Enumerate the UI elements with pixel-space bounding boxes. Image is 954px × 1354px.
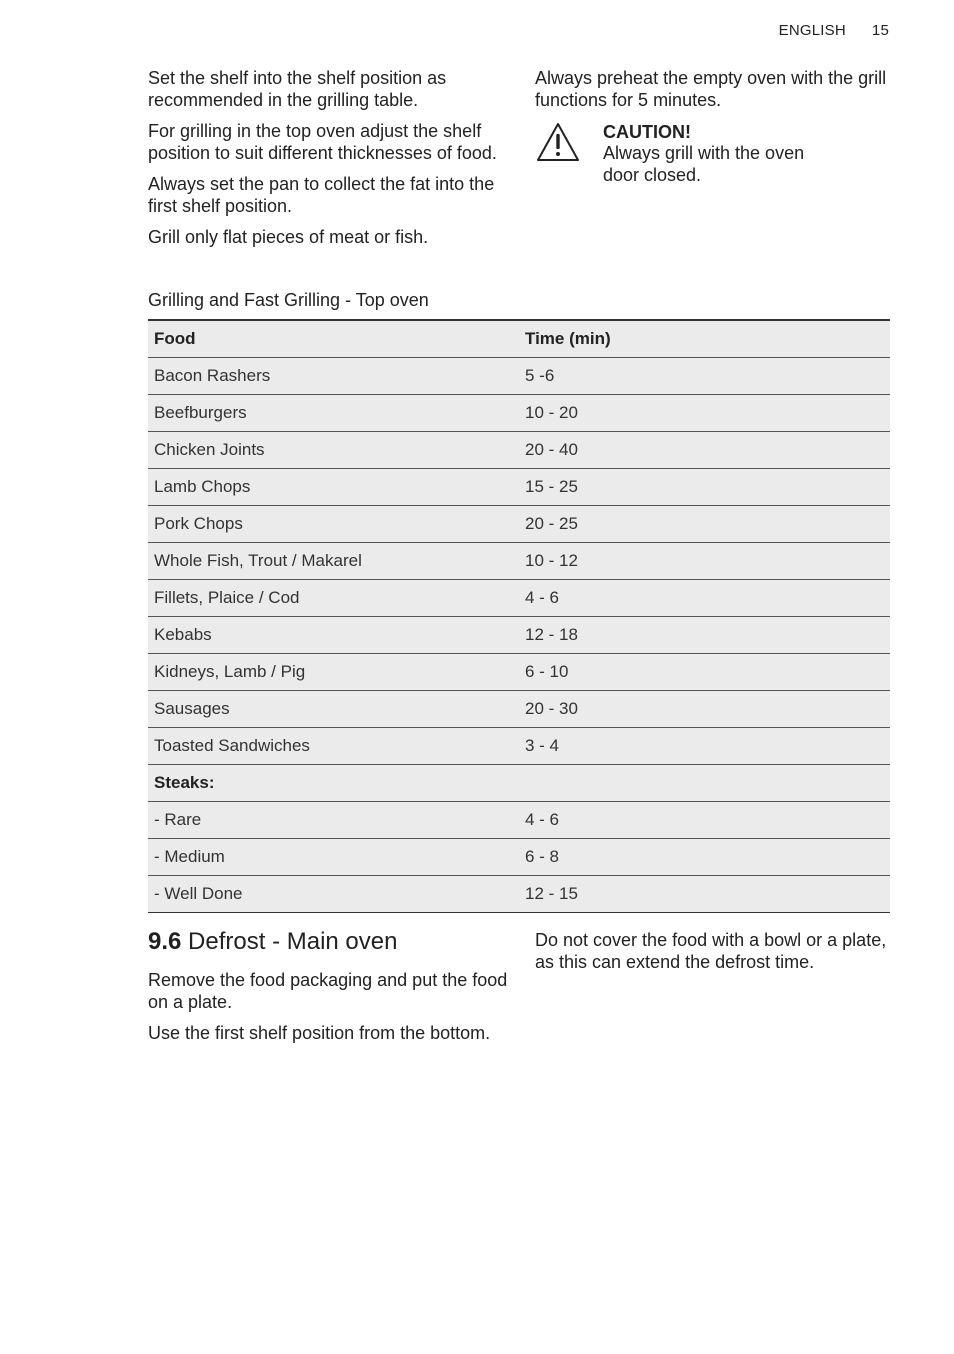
section-title-text: Defrost - Main oven	[188, 928, 398, 955]
section-number: 9.6	[148, 928, 182, 955]
time-cell: 20 - 40	[519, 431, 890, 468]
food-cell: Sausages	[148, 690, 519, 727]
paragraph: Do not cover the food with a bowl or a plate, as this can extend the defrost time.	[535, 930, 887, 972]
table-row	[148, 616, 890, 653]
food-cell: - Medium	[148, 838, 519, 875]
time-cell: 5 -6	[519, 357, 890, 394]
time-cell: 12 - 15	[519, 875, 890, 912]
paragraph: Always preheat the empty oven with the grill functions for 5 minutes.	[535, 68, 887, 110]
header-language: ENGLISH	[778, 22, 846, 39]
table-row	[148, 579, 890, 616]
food-cell: Beefburgers	[148, 394, 519, 431]
column-header-food: Food	[148, 320, 519, 357]
table-row	[148, 431, 890, 468]
time-cell: 4 - 6	[519, 579, 890, 616]
paragraph: Always set the pan to collect the fat into the first shelf position.	[148, 174, 495, 216]
paragraph: For grilling in the top oven adjust the shelf position to suit different thicknesses of food.	[148, 121, 497, 163]
food-cell: Whole Fish, Trout / Makarel	[148, 542, 519, 579]
time-cell: 15 - 25	[519, 468, 890, 505]
table-subheader-row	[148, 764, 890, 801]
table-row	[148, 690, 890, 727]
food-cell: Kidneys, Lamb / Pig	[148, 653, 519, 690]
page-number: 15	[871, 22, 889, 39]
caution-text: Always grill with the oven door closed.	[603, 143, 805, 185]
time-cell: 20 - 25	[519, 505, 890, 542]
defrost-section-right	[535, 930, 895, 983]
table-row	[148, 542, 890, 579]
time-cell	[519, 764, 890, 801]
food-cell: Kebabs	[148, 616, 519, 653]
time-cell: 12 - 18	[519, 616, 890, 653]
right-column	[535, 68, 895, 186]
food-cell: Toasted Sandwiches	[148, 727, 519, 764]
table-row	[148, 505, 890, 542]
food-cell: Fillets, Plaice / Cod	[148, 579, 519, 616]
food-cell: Chicken Joints	[148, 431, 519, 468]
table-row	[148, 468, 890, 505]
caution-title: CAUTION!	[603, 122, 691, 142]
section-title	[148, 926, 510, 958]
time-cell: 3 - 4	[519, 727, 890, 764]
paragraph: Remove the food packaging and put the food on a plate.	[148, 970, 508, 1012]
defrost-section	[148, 926, 510, 1055]
paragraph: Set the shelf into the shelf position as recommended in the grilling table.	[148, 68, 447, 110]
time-cell: 10 - 20	[519, 394, 890, 431]
paragraph: Grill only flat pieces of meat or fish.	[148, 227, 429, 247]
page-header	[779, 22, 889, 39]
warning-triangle-icon	[535, 121, 581, 163]
time-cell: 20 - 30	[519, 690, 890, 727]
table-row	[148, 653, 890, 690]
food-cell: Bacon Rashers	[148, 357, 519, 394]
food-cell: Pork Chops	[148, 505, 519, 542]
time-cell: 4 - 6	[519, 801, 890, 838]
table-row	[148, 727, 890, 764]
caution-content	[603, 121, 843, 186]
table-header-row	[148, 320, 890, 357]
time-cell: 10 - 12	[519, 542, 890, 579]
grilling-table	[148, 319, 890, 913]
table-row	[148, 838, 890, 875]
time-cell: 6 - 8	[519, 838, 890, 875]
time-cell: 6 - 10	[519, 653, 890, 690]
food-cell: Lamb Chops	[148, 468, 519, 505]
table-row	[148, 875, 890, 912]
paragraph: Use the first shelf position from the bottom.	[148, 1023, 491, 1043]
table-row	[148, 357, 890, 394]
subheader-cell: Steaks:	[148, 764, 519, 801]
table-caption: Grilling and Fast Grilling - Top oven	[148, 290, 429, 310]
table-row	[148, 394, 890, 431]
food-cell: - Rare	[148, 801, 519, 838]
food-cell: - Well Done	[148, 875, 519, 912]
left-column	[148, 68, 510, 259]
column-header-time: Time (min)	[519, 320, 890, 357]
caution-box	[535, 121, 895, 186]
table-row	[148, 801, 890, 838]
